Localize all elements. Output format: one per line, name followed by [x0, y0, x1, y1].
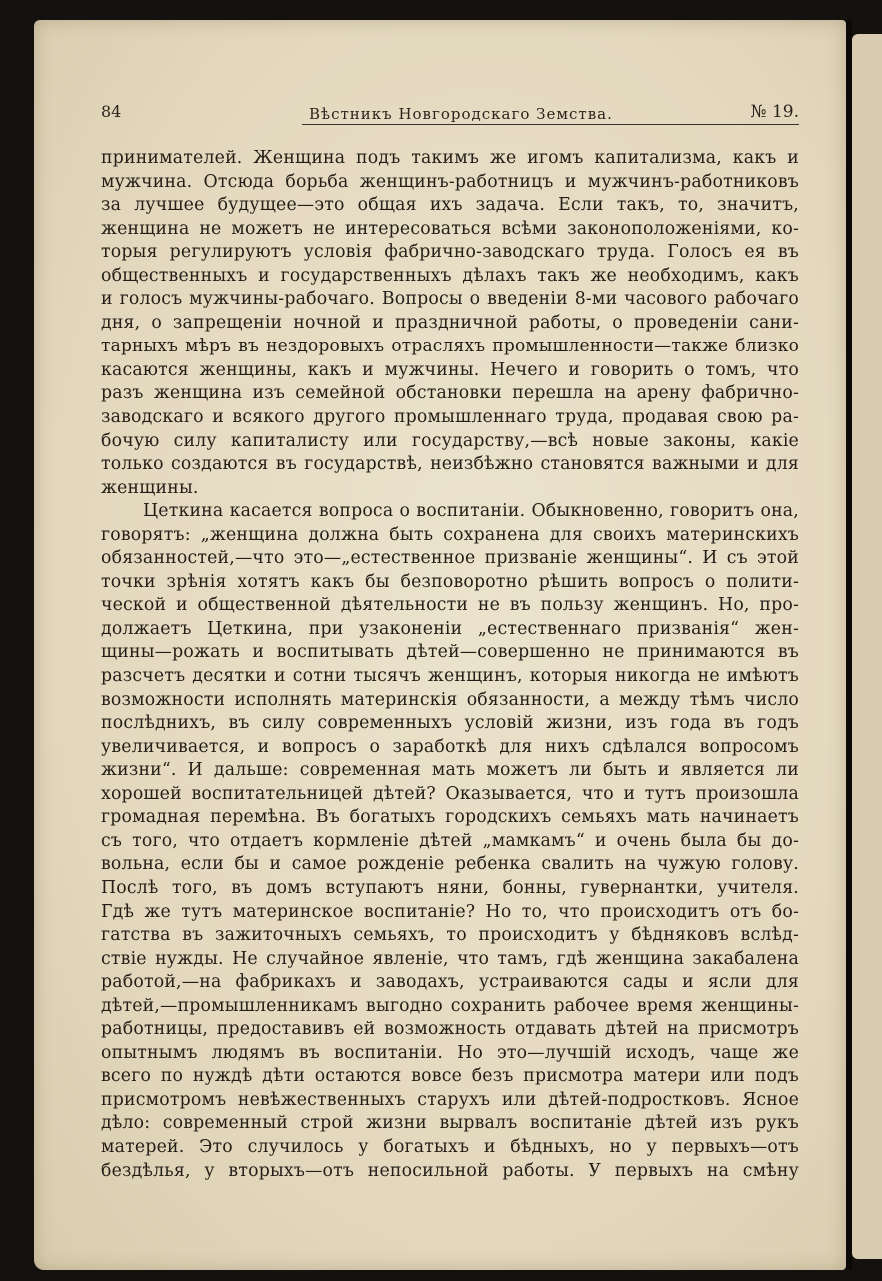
text-line: жизни“. И дальше: современная мать можетъ ли быть и является ли: [101, 760, 799, 781]
text-line: возможности исполнять материнскія обязанности, а между тѣмъ число: [101, 689, 799, 710]
text-line: опытнымъ людямъ въ воспитаніи. Но это—лучшій исходъ, чаще же: [101, 1042, 799, 1063]
text-line: дѣтей,—промышленникамъ выгодно сохранить рабочее время женщины-: [101, 995, 799, 1016]
text-line: хорошей воспитательницей дѣтей? Оказывается, что и тутъ произошла: [101, 783, 799, 804]
text-line: и голосъ мужчины-рабочаго. Вопросы о введеніи 8-ми часового рабочаго: [101, 289, 799, 310]
text-line: бездѣлья, у вторыхъ—отъ непосильной работы. У первыхъ на смѣну: [101, 1160, 799, 1181]
text-line: разсчетъ десятки и сотни тысячъ женщинъ, которыя никогда не имѣютъ: [101, 666, 799, 687]
paragraph-first-line: Цеткина касается вопроса о воспитаніи. Обыкновенно, говоритъ она,: [143, 501, 799, 522]
text-line: ческой и общественной дѣятельности не въ пользу женщинъ. Но, про-: [101, 595, 799, 616]
text-line: мужчина. Отсюда борьба женщинъ-работницъ и мужчинъ-работниковъ: [101, 171, 799, 192]
text-line: вольна, если бы и самое рожденіе ребенка свалить на чужую голову.: [101, 854, 799, 875]
text-line: ствіе нужды. Не случайное явленіе, что тамъ, гдѣ женщина закабалена: [101, 948, 799, 969]
running-head: [101, 100, 799, 130]
text-line: увеличивается, и вопросъ о заработкѣ для нихъ сдѣлался вопросомъ: [101, 736, 799, 757]
text-line: торыя регулируютъ условія фабрично-заводскаго труда. Голосъ ея въ: [101, 242, 799, 263]
issue-number: № 19.: [750, 102, 799, 122]
text-line: работой,—на фабрикахъ и заводахъ, устраиваются сады и ясли для: [101, 972, 799, 993]
text-line: разъ женщина изъ семейной обстановки перешла на арену фабрично-: [101, 383, 799, 404]
text-line: съ того, что отдаетъ кормленіе дѣтей „мамкамъ“ и очень была бы до-: [101, 830, 799, 851]
journal-title: Вѣстникъ Новгородскаго Земства.: [309, 105, 613, 123]
text-line: Послѣ того, въ домъ вступаютъ няни, бонны, гувернантки, учителя.: [101, 877, 799, 898]
text-line: касаются женщины, какъ и мужчины. Нечего и говорить о томъ, что: [101, 359, 799, 380]
text-line: должаетъ Цеткина, при узаконеніи „естественнаго призванія“ жен-: [101, 618, 799, 639]
text-line: громадная перемѣна. Въ богатыхъ городскихъ семьяхъ мать начинаетъ: [101, 807, 799, 828]
text-line: только создаются въ государствѣ, неизбѣжно становятся важными и для: [101, 454, 799, 475]
header-rule: [302, 124, 799, 125]
text-line: принимателей. Женщина подъ такимъ же игомъ капитализма, какъ и: [101, 148, 799, 168]
text-line: матерей. Это случилось у богатыхъ и бѣдныхъ, но у первыхъ—отъ: [101, 1136, 799, 1157]
text-line: щины—рожать и воспитывать дѣтей—совершенно не принимаются въ: [101, 642, 799, 663]
text-line: Гдѣ же тутъ материнское воспитаніе? Но то, что происходитъ отъ бо-: [101, 901, 799, 922]
text-line: присмотромъ невѣжественныхъ старухъ или дѣтей-подростковъ. Ясное: [101, 1089, 799, 1110]
text-line: заводскаго и всякого другого промышленнаго труда, продавая свою ра-: [101, 407, 799, 428]
text-line: женщина не можетъ не интересоваться всѣми законоположеніями, ко-: [101, 218, 799, 239]
text-line: обязанностей,—что это—„естественное призваніе женщины“. И съ этой: [101, 548, 799, 569]
page-number: 84: [101, 102, 122, 121]
body-text: [101, 147, 799, 1183]
text-line: за лучшее будущее—это общая ихъ задача. Если такъ, то, значитъ,: [101, 195, 799, 216]
paragraph-end-line: женщины.: [101, 477, 199, 498]
text-line: бочую силу капиталисту или государству,—всѣ новые законы, какіе: [101, 430, 799, 451]
book-gutter: [846, 20, 852, 1270]
text-line: общественныхъ и государственныхъ дѣлахъ такъ же необходимъ, какъ: [101, 265, 799, 286]
text-line: говорятъ: „женщина должна быть сохранена для своихъ материнскихъ: [101, 524, 799, 545]
adjacent-page-edge: [852, 34, 882, 1259]
text-line: дѣло: современный строй жизни вырвалъ воспитаніе дѣтей изъ рукъ: [101, 1113, 799, 1134]
text-line: тарныхъ мѣръ въ нездоровыхъ отрасляхъ промышленности—также близко: [101, 336, 799, 357]
text-line: всего по нуждѣ дѣти остаются вовсе безъ присмотра матери или подъ: [101, 1066, 799, 1087]
text-line: точки зрѣнія хотятъ какъ бы безповоротно рѣшить вопросъ о полити-: [101, 571, 799, 592]
text-line: послѣднихъ, въ силу современныхъ условій жизни, изъ года въ годъ: [101, 713, 799, 734]
text-line: дня, о запрещеніи ночной и праздничной работы, о проведеніи сани-: [101, 312, 799, 333]
text-line: работницы, предоставивъ ей возможность отдавать дѣтей на присмотръ: [101, 1019, 799, 1040]
text-line: гатства въ зажиточныхъ семьяхъ, то происходитъ у бѣдняковъ вслѣд-: [101, 925, 799, 946]
